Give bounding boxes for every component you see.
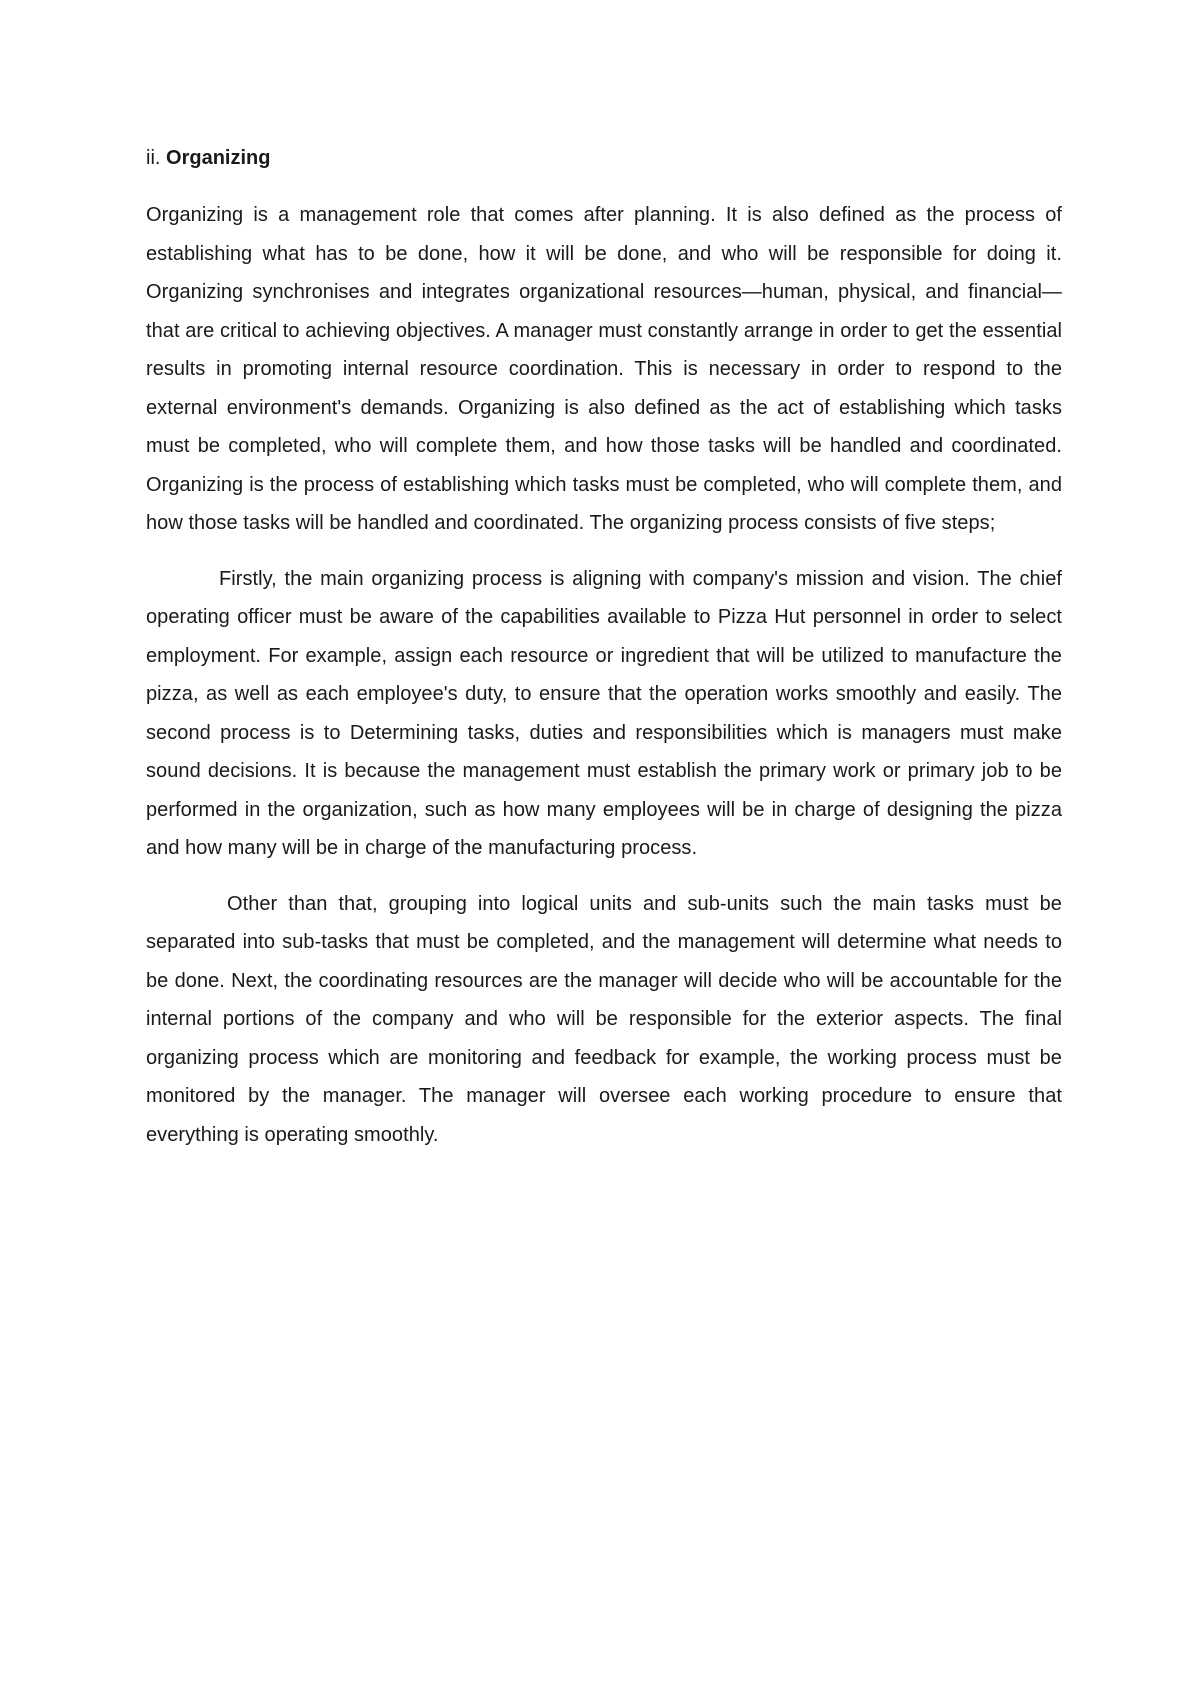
section-heading (146, 144, 1062, 172)
paragraph-firstly: Firstly, the main organizing process is aligning with company's mission and vision. The chief operating officer must be aware of the capabilities available to Pizza Hut personnel in order to select employment. For example, assign each resource or ingredient that will be utilized to manufacture the pizza, as well as each employee's duty, to ensure that the operation works smoothly and easily. The second process is to Determining tasks, duties and responsibilities which is managers must make sound decisions. It is because the management must establish the primary work or primary job to be performed in the organization, such as how many employees will be in charge of designing the pizza and how many will be in charge of the manufacturing process. (146, 567, 1062, 859)
section-title: Organizing (166, 147, 271, 169)
paragraph-other-than-that: Other than that, grouping into logical units and sub-units such the main tasks must be separated into sub-tasks that must be completed, and the management will determine what needs to be done. Next, the coordinating resources are the manager will decide who will be accountable for the internal portions of the company and who will be responsible for the exterior aspects. The final organizing process which are monitoring and feedback for example, the working process must be monitored by the manager. The manager will oversee each working procedure to ensure that everything is operating smoothly. (146, 892, 1062, 1146)
section-number: ii. (146, 147, 161, 169)
document-content (146, 144, 1062, 1171)
paragraph-intro: Organizing is a management role that comes after planning. It is also defined as the process of establishing what has to be done, how it will be done, and who will be responsible for doing it. Organizing synchronises and integrates organizational resources—human, physical, and financial—that are critical to achieving objectives. A manager must constantly arrange in order to get the essential results in promoting internal resource coordination. This is necessary in order to respond to the external environment's demands. Organizing is also defined as the act of establishing which tasks must be completed, who will complete them, and how those tasks will be handled and coordinated. Organizing is the process of establishing which tasks must be completed, who will complete them, and how those tasks will be handled and coordinated. The organizing process consists of five steps; (146, 204, 1062, 534)
